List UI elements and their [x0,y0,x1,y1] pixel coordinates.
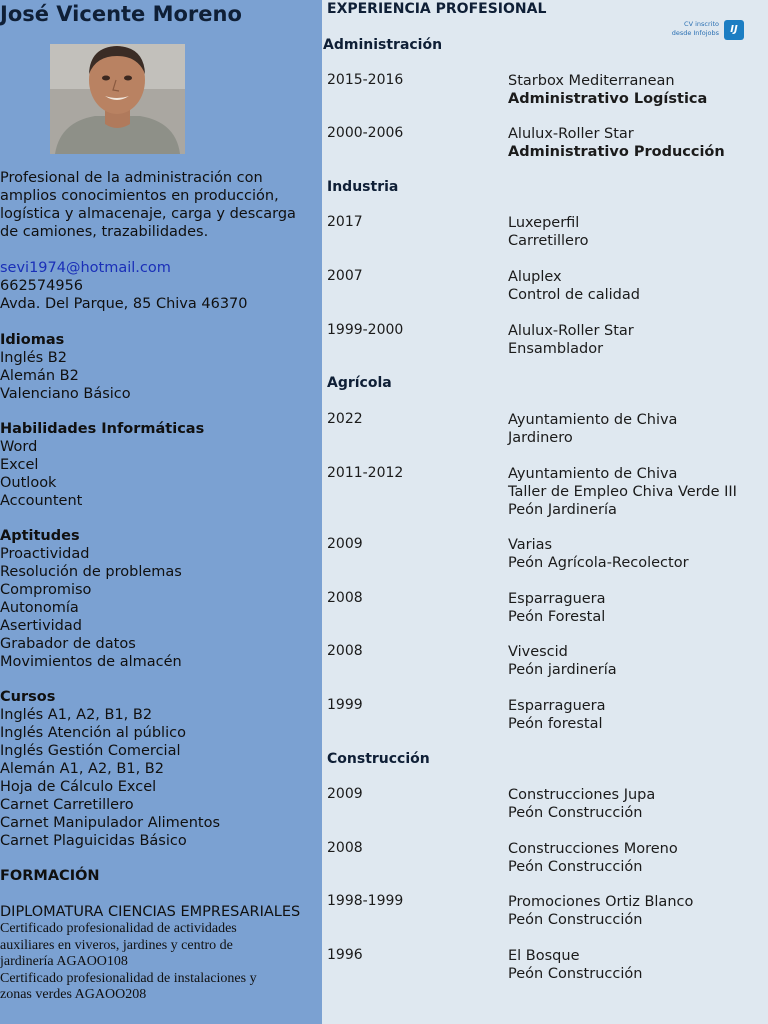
aptitudes-section [0,527,182,671]
job-role: Peón Agrícola-Recolector [508,555,689,571]
entry-years: 2022 [327,411,363,427]
company-name: Ayuntamiento de Chiva [508,466,678,482]
list-item: Inglés B2 [0,350,67,366]
certificate-line: Certificado profesionalidad de actividades [0,921,237,936]
company-name: Luxeperfil [508,215,580,231]
entry-years: 2011-2012 [327,465,404,481]
company-name: Vivescid [508,644,568,660]
section-heading: Idiomas [0,332,65,348]
job-role: Administrativo Logística [508,91,708,107]
entry-details [508,465,737,519]
job-role: Carretillero [508,233,589,249]
job-role: Peón Forestal [508,609,606,625]
category-heading: Administración [323,37,443,53]
entry-details [508,840,678,876]
entry-years: 2000-2006 [327,125,404,141]
entry-years: 2007 [327,268,363,284]
languages-section [0,331,131,403]
profile-photo [50,44,185,154]
list-item: Valenciano Básico [0,386,131,402]
list-item: Hoja de Cálculo Excel [0,779,157,795]
list-item: Resolución de problemas [0,564,182,580]
job-role: Taller de Empleo Chiva Verde III [508,484,737,500]
entry-details [508,322,634,358]
entry-years: 1996 [327,947,363,963]
company-name: Ayuntamiento de Chiva [508,412,678,428]
entry-details [508,643,617,679]
entry-details [508,893,693,929]
summary-line: logística y almacenaje, carga y descarga [0,206,296,222]
job-role: Administrativo Producción [508,144,725,160]
list-item: Inglés Gestión Comercial [0,743,181,759]
summary-line: de camiones, trazabilidades. [0,224,209,240]
entry-years: 1999 [327,697,363,713]
company-name: Alulux-Roller Star [508,126,634,142]
entry-details [508,125,725,161]
list-item: Autonomía [0,600,79,616]
section-heading: Aptitudes [0,528,80,544]
entry-details [508,947,642,983]
company-name: Esparraguera [508,698,606,714]
category-heading: Construcción [327,751,430,767]
entry-years: 2008 [327,643,363,659]
entry-details [508,590,606,626]
job-role: Ensamblador [508,341,604,357]
job-role: Peón Construcción [508,912,643,928]
entry-years: 2009 [327,786,363,802]
list-item: Compromiso [0,582,92,598]
list-item: Inglés A1, A2, B1, B2 [0,707,153,723]
contact-block [0,259,248,313]
company-name: Construcciones Jupa [508,787,656,803]
job-role: Peón Construcción [508,859,643,875]
company-name: Aluplex [508,269,562,285]
summary-line: amplios conocimientos en producción, [0,188,279,204]
education-section [0,867,100,885]
entry-details [508,214,589,250]
job-role: Peón Construcción [508,966,643,982]
it-skills-section [0,420,204,510]
entry-years: 2009 [327,536,363,552]
entry-details [508,697,606,733]
job-role: Peón Construcción [508,805,643,821]
section-heading: FORMACIÓN [0,868,100,884]
certificate-line: Certificado profesionalidad de instalaciones y [0,970,257,986]
candidate-name: José Vicente Moreno [0,2,242,26]
job-role: Peón jardinería [508,662,617,678]
job-role: Control de calidad [508,287,640,303]
category-heading: Agrícola [327,375,392,391]
logo-text: CV inscrito [684,20,719,28]
section-heading: Cursos [0,689,56,705]
company-name: Alulux-Roller Star [508,323,634,339]
list-item: Alemán B2 [0,368,79,384]
company-name: Construcciones Moreno [508,841,678,857]
list-item: Carnet Plaguicidas Básico [0,833,187,849]
list-item: Grabador de datos [0,636,136,652]
entry-years: 1999-2000 [327,322,404,338]
list-item: Carnet Carretillero [0,797,134,813]
entry-years: 2015-2016 [327,72,404,88]
company-name: Starbox Mediterranean [508,73,675,89]
entry-details [508,411,677,447]
list-item: Excel [0,457,39,473]
list-item: Outlook [0,475,57,491]
education-details [0,903,300,1004]
company-name: El Bosque [508,948,580,964]
experience-title: EXPERIENCIA PROFESIONAL [327,1,547,17]
infojobs-logo [668,19,746,43]
category-heading: Industria [327,179,399,195]
certificate-line: zonas verdes AGAOO208 [0,987,147,1002]
phone-number: 662574956 [0,278,84,294]
entry-details [508,786,655,822]
list-item: Movimientos de almacén [0,654,182,670]
list-item: Word [0,439,38,455]
section-heading: Habilidades Informáticas [0,421,205,437]
list-item: Carnet Manipulador Alimentos [0,815,221,831]
entry-years: 2008 [327,590,363,606]
job-role: Peón Jardinería [508,502,617,518]
entry-details [508,268,640,304]
email-link[interactable]: sevi1974@hotmail.com [0,260,171,276]
company-name: Varias [508,537,553,553]
address: Avda. Del Parque, 85 Chiva 46370 [0,296,248,312]
logo-text: desde Infojobs [671,29,719,37]
entry-details [508,536,689,572]
company-name: Esparraguera [508,591,606,607]
courses-section [0,688,220,850]
job-role: Jardinero [508,430,573,446]
list-item: Inglés Atención al público [0,725,186,741]
certificate-line: auxiliares en viveros, jardines y centro de [0,937,233,953]
list-item: Alemán A1, A2, B1, B2 [0,761,164,777]
company-name: Promociones Ortiz Blanco [508,894,694,910]
entry-details [508,72,707,108]
job-role: Peón forestal [508,716,603,732]
entry-years: 2008 [327,840,363,856]
list-item: Accountent [0,493,83,509]
infojobs-icon: IJ [724,20,744,40]
entry-years: 2017 [327,214,363,230]
degree: DIPLOMATURA CIENCIAS EMPRESARIALES [0,904,301,920]
summary-line: Profesional de la administración con [0,170,263,186]
profile-summary [0,169,296,241]
list-item: Asertividad [0,618,82,634]
certificate-line: jardinería AGAOO108 [0,954,128,969]
entry-years: 1998-1999 [327,893,404,909]
list-item: Proactividad [0,546,90,562]
